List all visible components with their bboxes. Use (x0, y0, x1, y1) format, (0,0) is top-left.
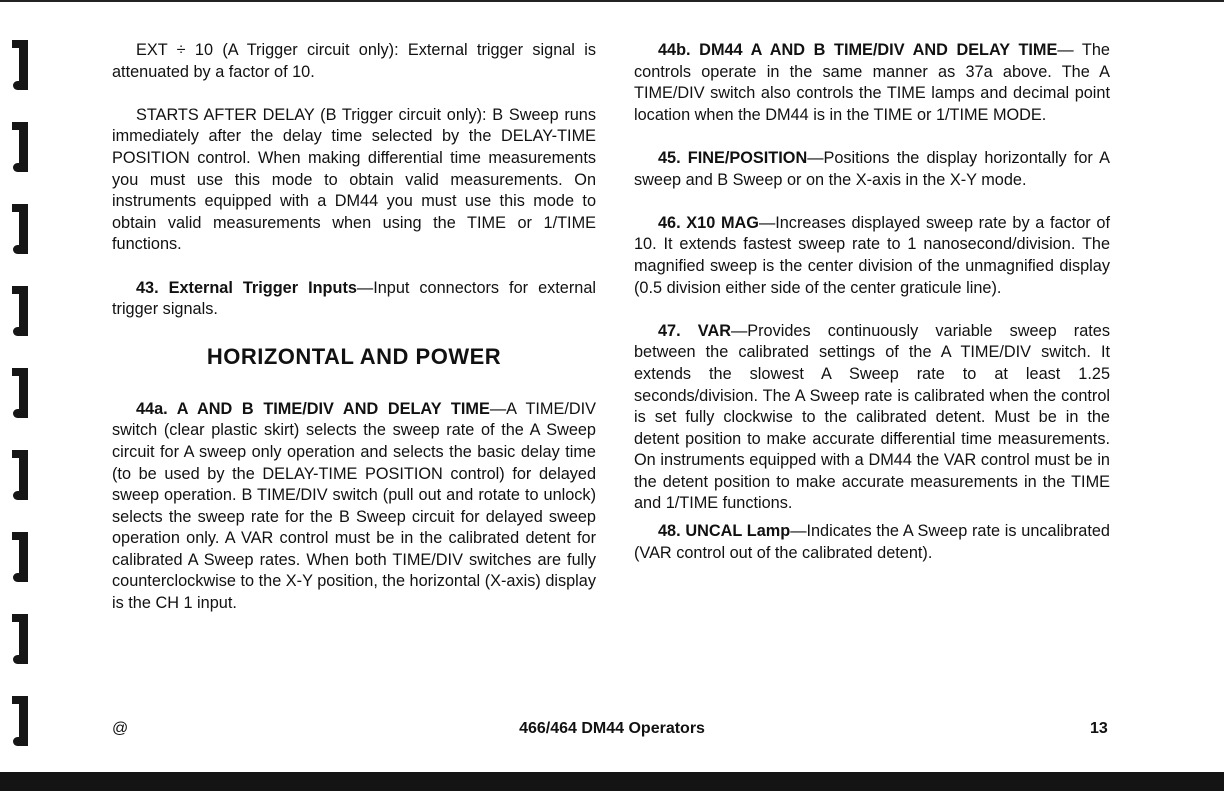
paragraph-fine-position (634, 148, 1110, 191)
right-column (634, 40, 1110, 586)
item-body: — The controls operate in the same manner as 37a above. The A TIME/DIV switch also controls the TIME lamps and decimal point location when the DM44 is in the TIME or 1/TIME MODE. (634, 41, 1110, 124)
paragraph-a-and-b-time-div (112, 399, 596, 615)
binding-clip-icon (10, 122, 36, 172)
item-title: 43. External Trigger Inputs (136, 278, 357, 297)
item-title: 44b. DM44 A AND B TIME/DIV AND DELAY TIME (658, 41, 1058, 59)
item-title: 45. FINE/POSITION (658, 148, 808, 167)
binding-clip-icon (10, 40, 36, 90)
item-body: —Provides continuously variable sweep rates between the calibrated settings of the A TIME/DIV switch. It extends the slowest A Sweep rate to at least 1.25 seconds/division. The A Sweep rate is calibrated when the control is set fully clockwise to the calibrated detent. Must be in the detent position to make accurate differential time measurements. On instruments equipped with a DM44 the VAR control must be in the detent position to make accurate measurements in the TIME and 1/TIME functions. (634, 321, 1110, 513)
item-body: —Increases displayed sweep rate by a factor of 10. It extends fastest sweep rate to 1 nanosecond/division. The magnified sweep is the center division of the unmagnified display (0.5 division either side of the center graticule line). (634, 213, 1110, 297)
item-body: —Input connectors for external trigger signals. (112, 278, 596, 319)
paragraph-var (634, 321, 1110, 515)
item-title: 47. VAR (658, 321, 731, 340)
paragraph-dm44-time-div (634, 40, 1110, 126)
binding-clip-icon (10, 368, 36, 418)
top-rule (0, 0, 1224, 2)
binding-clip-icon (10, 286, 36, 336)
binding-clip-icon (10, 450, 36, 500)
item-body: —Positions the display horizontally for A sweep and B Sweep or on the X-axis in the X-Y mode. (634, 148, 1110, 189)
item-title: 48. UNCAL Lamp (658, 522, 791, 541)
paragraph-x10-mag (634, 213, 1110, 299)
paragraph-starts-after-delay: STARTS AFTER DELAY (B Trigger circuit only): B Sweep runs immediately after the delay time selected by the DELAY-TIME POSITION control. When making differential time measurements you must use this mode to obtain valid measurements. On instruments equipped with a DM44 you must use this mode to obtain valid measurements when using the TIME or 1/TIME functions. (112, 105, 596, 254)
binding-clip-icon (10, 614, 36, 664)
binding-clip-icon (10, 532, 36, 582)
paragraph-ext-trigger: EXT ÷ 10 (A Trigger circuit only): External trigger signal is attenuated by a factor of 10. (112, 41, 596, 81)
page-number: 13 (1090, 720, 1108, 737)
item-body: —A TIME/DIV switch (clear plastic skirt) selects the sweep rate of the A Sweep circuit for A sweep only operation and selects the basic delay time (to be used by the DELAY-TIME POSITION control) for delayed sweep operation. B TIME/DIV switch (pull out and rotate to unlock) selects the sweep rate for the B Sweep circuit for delayed sweep operation only. A VAR control must be in the calibrated detent for calibrated A Sweep rates. When both TIME/DIV switches are fully counterclockwise to the X-Y position, the horizontal (X-axis) display is the CH 1 input. (112, 399, 596, 613)
left-column (112, 40, 596, 636)
section-heading: HORIZONTAL AND POWER (206, 343, 502, 369)
item-body: —Indicates the A Sweep rate is uncalibrated (VAR control out of the calibrated detent). (634, 522, 1110, 562)
paragraph-external-trigger-inputs (112, 278, 596, 321)
footer-manual-title: 466/464 DM44 Operators (519, 720, 705, 737)
item-title: 44a. A AND B TIME/DIV AND DELAY TIME (136, 399, 490, 418)
binding-clip-icon (10, 204, 36, 254)
item-title: 46. X10 MAG (658, 213, 759, 232)
paragraph-uncal-lamp (634, 521, 1110, 564)
bottom-scan-band (0, 772, 1224, 791)
footer-mark: @ (112, 720, 129, 737)
